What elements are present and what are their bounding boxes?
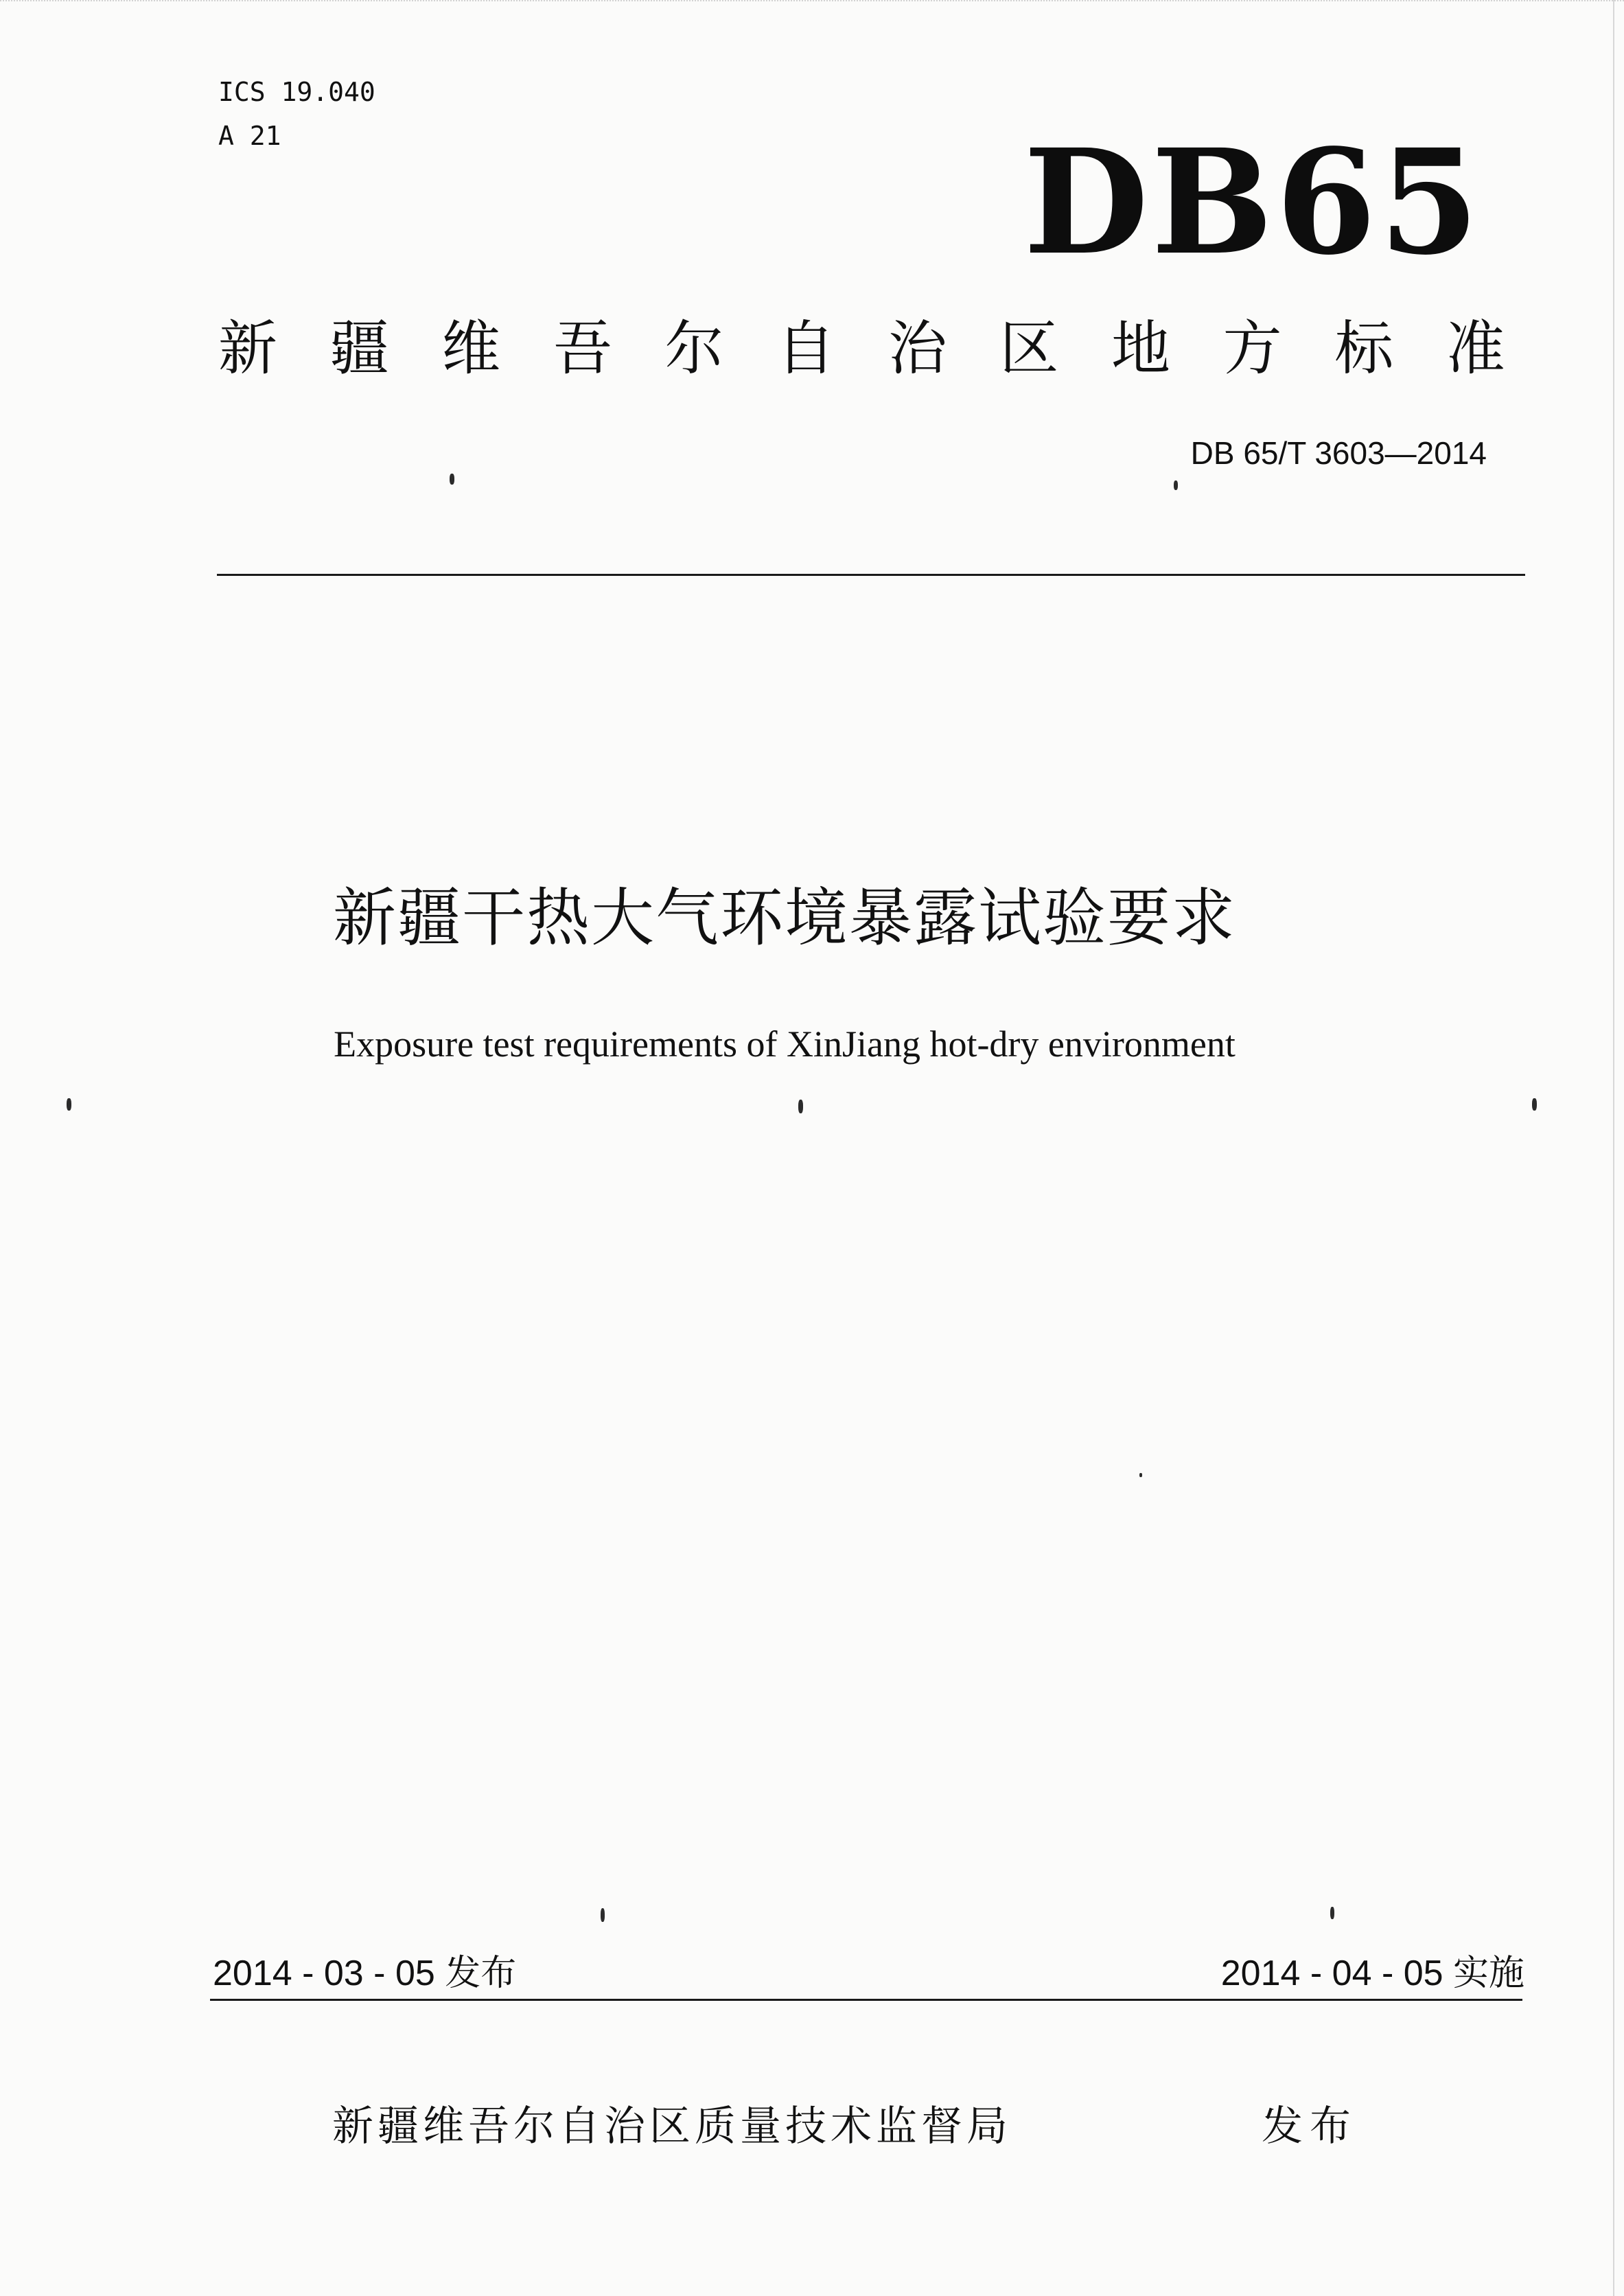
issuer-action: 发布: [1262, 2102, 1358, 2150]
standard-number: DB 65/T 3603—2014: [1190, 435, 1487, 471]
scan-speck: [1532, 1098, 1537, 1111]
title-chinese: 新疆干热大气环境暴露试验要求: [332, 881, 1236, 955]
header-divider: [217, 574, 1525, 576]
ics-code: ICS 19.040: [218, 77, 375, 107]
standard-category-char: 区: [999, 314, 1059, 383]
date-divider: [210, 1999, 1522, 2001]
standard-category-char: 疆: [329, 314, 389, 383]
standard-category-char: 自: [776, 314, 836, 383]
standard-category-char: 方: [1222, 314, 1282, 383]
standard-category-char: 地: [1111, 314, 1170, 383]
scan-right-edge: [1613, 0, 1614, 2296]
scan-speck: [450, 474, 454, 485]
scan-speck: [67, 1098, 71, 1111]
scan-speck: [1174, 480, 1178, 490]
standard-category-char: 尔: [664, 314, 724, 383]
standard-category-char: 治: [888, 314, 947, 383]
scan-edge-noise: [0, 0, 1624, 8]
scan-speck: [1139, 1473, 1142, 1477]
implementation-date: 2014 - 04 - 05 实施: [1220, 1953, 1524, 1993]
issuer-name: 新疆维吾尔自治区质量技术监督局: [332, 2102, 1012, 2150]
standard-category-char: 准: [1446, 314, 1505, 383]
standard-category-char: 标: [1334, 314, 1394, 383]
scan-speck: [601, 1908, 605, 1922]
ccs-code: A 21: [218, 121, 281, 151]
db-mark: DB65: [1023, 117, 1482, 287]
standard-category: [218, 308, 1505, 390]
standard-category-char: 吾: [553, 314, 612, 383]
issue-date: 2014 - 03 - 05 发布: [213, 1953, 517, 1993]
standard-category-char: 维: [441, 314, 501, 383]
scan-speck: [798, 1100, 803, 1113]
scan-speck: [1330, 1907, 1334, 1919]
standard-category-char: 新: [218, 314, 277, 383]
title-english: Exposure test requirements of XinJiang hot-dry environment: [334, 1023, 1236, 1065]
